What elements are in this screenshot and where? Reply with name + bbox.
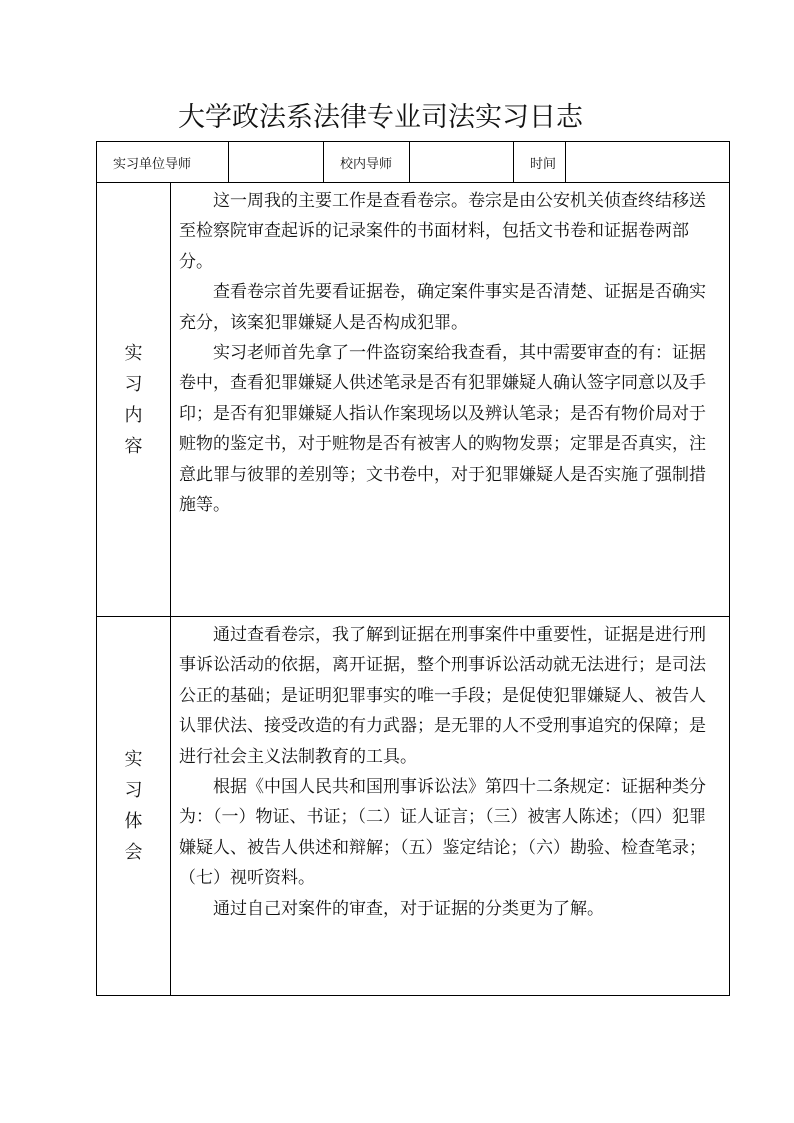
page-title: 大学政法系法律专业司法实习日志 <box>178 102 583 133</box>
reflection-label-char: 体 <box>124 811 143 832</box>
reflection-row <box>97 617 730 996</box>
school-mentor-field[interactable] <box>410 142 514 183</box>
content-section-label <box>97 183 171 617</box>
content-paragraph: 查看卷宗首先要看证据卷，确定案件事实是否清楚、证据是否确实充分，该案犯罪嫌疑人是否构成犯罪。 <box>179 282 706 333</box>
unit-mentor-field[interactable] <box>229 142 324 183</box>
header-row <box>97 142 730 183</box>
reflection-paragraph: 通过查看卷宗，我了解到证据在刑事案件中重要性，证据是进行刑事诉讼活动的依据，离开证据，整个刑事诉讼活动就无法进行；是司法公正的基础；是证明犯罪事实的唯一手段；是促使犯罪嫌疑人、被告人认罪伏法、接受改造的有力武器；是无罪的人不受刑事追究的保障；是进行社会主义法制教育的工具。 <box>179 625 706 767</box>
time-field[interactable] <box>566 142 730 183</box>
reflection-label-char: 习 <box>124 780 143 801</box>
content-text-cell <box>171 183 730 617</box>
unit-mentor-label: 实习单位导师 <box>97 142 229 183</box>
reflection-paragraph: 根据《中国人民共和国刑事诉讼法》第四十二条规定：证据种类分为：（一）物证、书证；（二）证人证言；（三）被害人陈述；（四）犯罪嫌疑人、被告人供述和辩解；（五）鉴定结论；（六）勘验、检查笔录；（七）视听资料。 <box>179 777 706 889</box>
reflection-paragraph: 通过自己对案件的审查，对于证据的分类更为了解。 <box>213 898 604 919</box>
reflection-text-cell <box>171 617 730 996</box>
log-table <box>96 141 730 996</box>
content-paragraph: 这一周我的主要工作是查看卷宗。卷宗是由公安机关侦查终结移送至检察院审查起诉的记录案件的书面材料，包括文书卷和证据卷两部分。 <box>179 191 706 272</box>
reflection-section-label <box>97 617 171 996</box>
reflection-label-char: 会 <box>124 842 143 863</box>
content-label-char: 容 <box>124 435 143 457</box>
content-row <box>97 183 730 617</box>
content-label-char: 习 <box>124 373 143 395</box>
school-mentor-label: 校内导师 <box>324 142 410 183</box>
content-label-char: 实 <box>124 342 143 364</box>
time-label: 时间 <box>514 142 566 183</box>
content-label-char: 内 <box>124 404 143 426</box>
reflection-label-char: 实 <box>124 749 143 770</box>
content-paragraph: 实习老师首先拿了一件盗窃案给我查看，其中需要审查的有：证据卷中，查看犯罪嫌疑人供述笔录是否有犯罪嫌疑人确认签字同意以及手印；是否有犯罪嫌疑人指认作案现场以及辨认笔录；是否有物价局对于赃物的鉴定书，对于赃物是否有被害人的购物发票；定罪是否真实，注意此罪与彼罪的差别等；文书卷中，对于犯罪嫌疑人是否实施了强制措施等。 <box>179 343 706 516</box>
